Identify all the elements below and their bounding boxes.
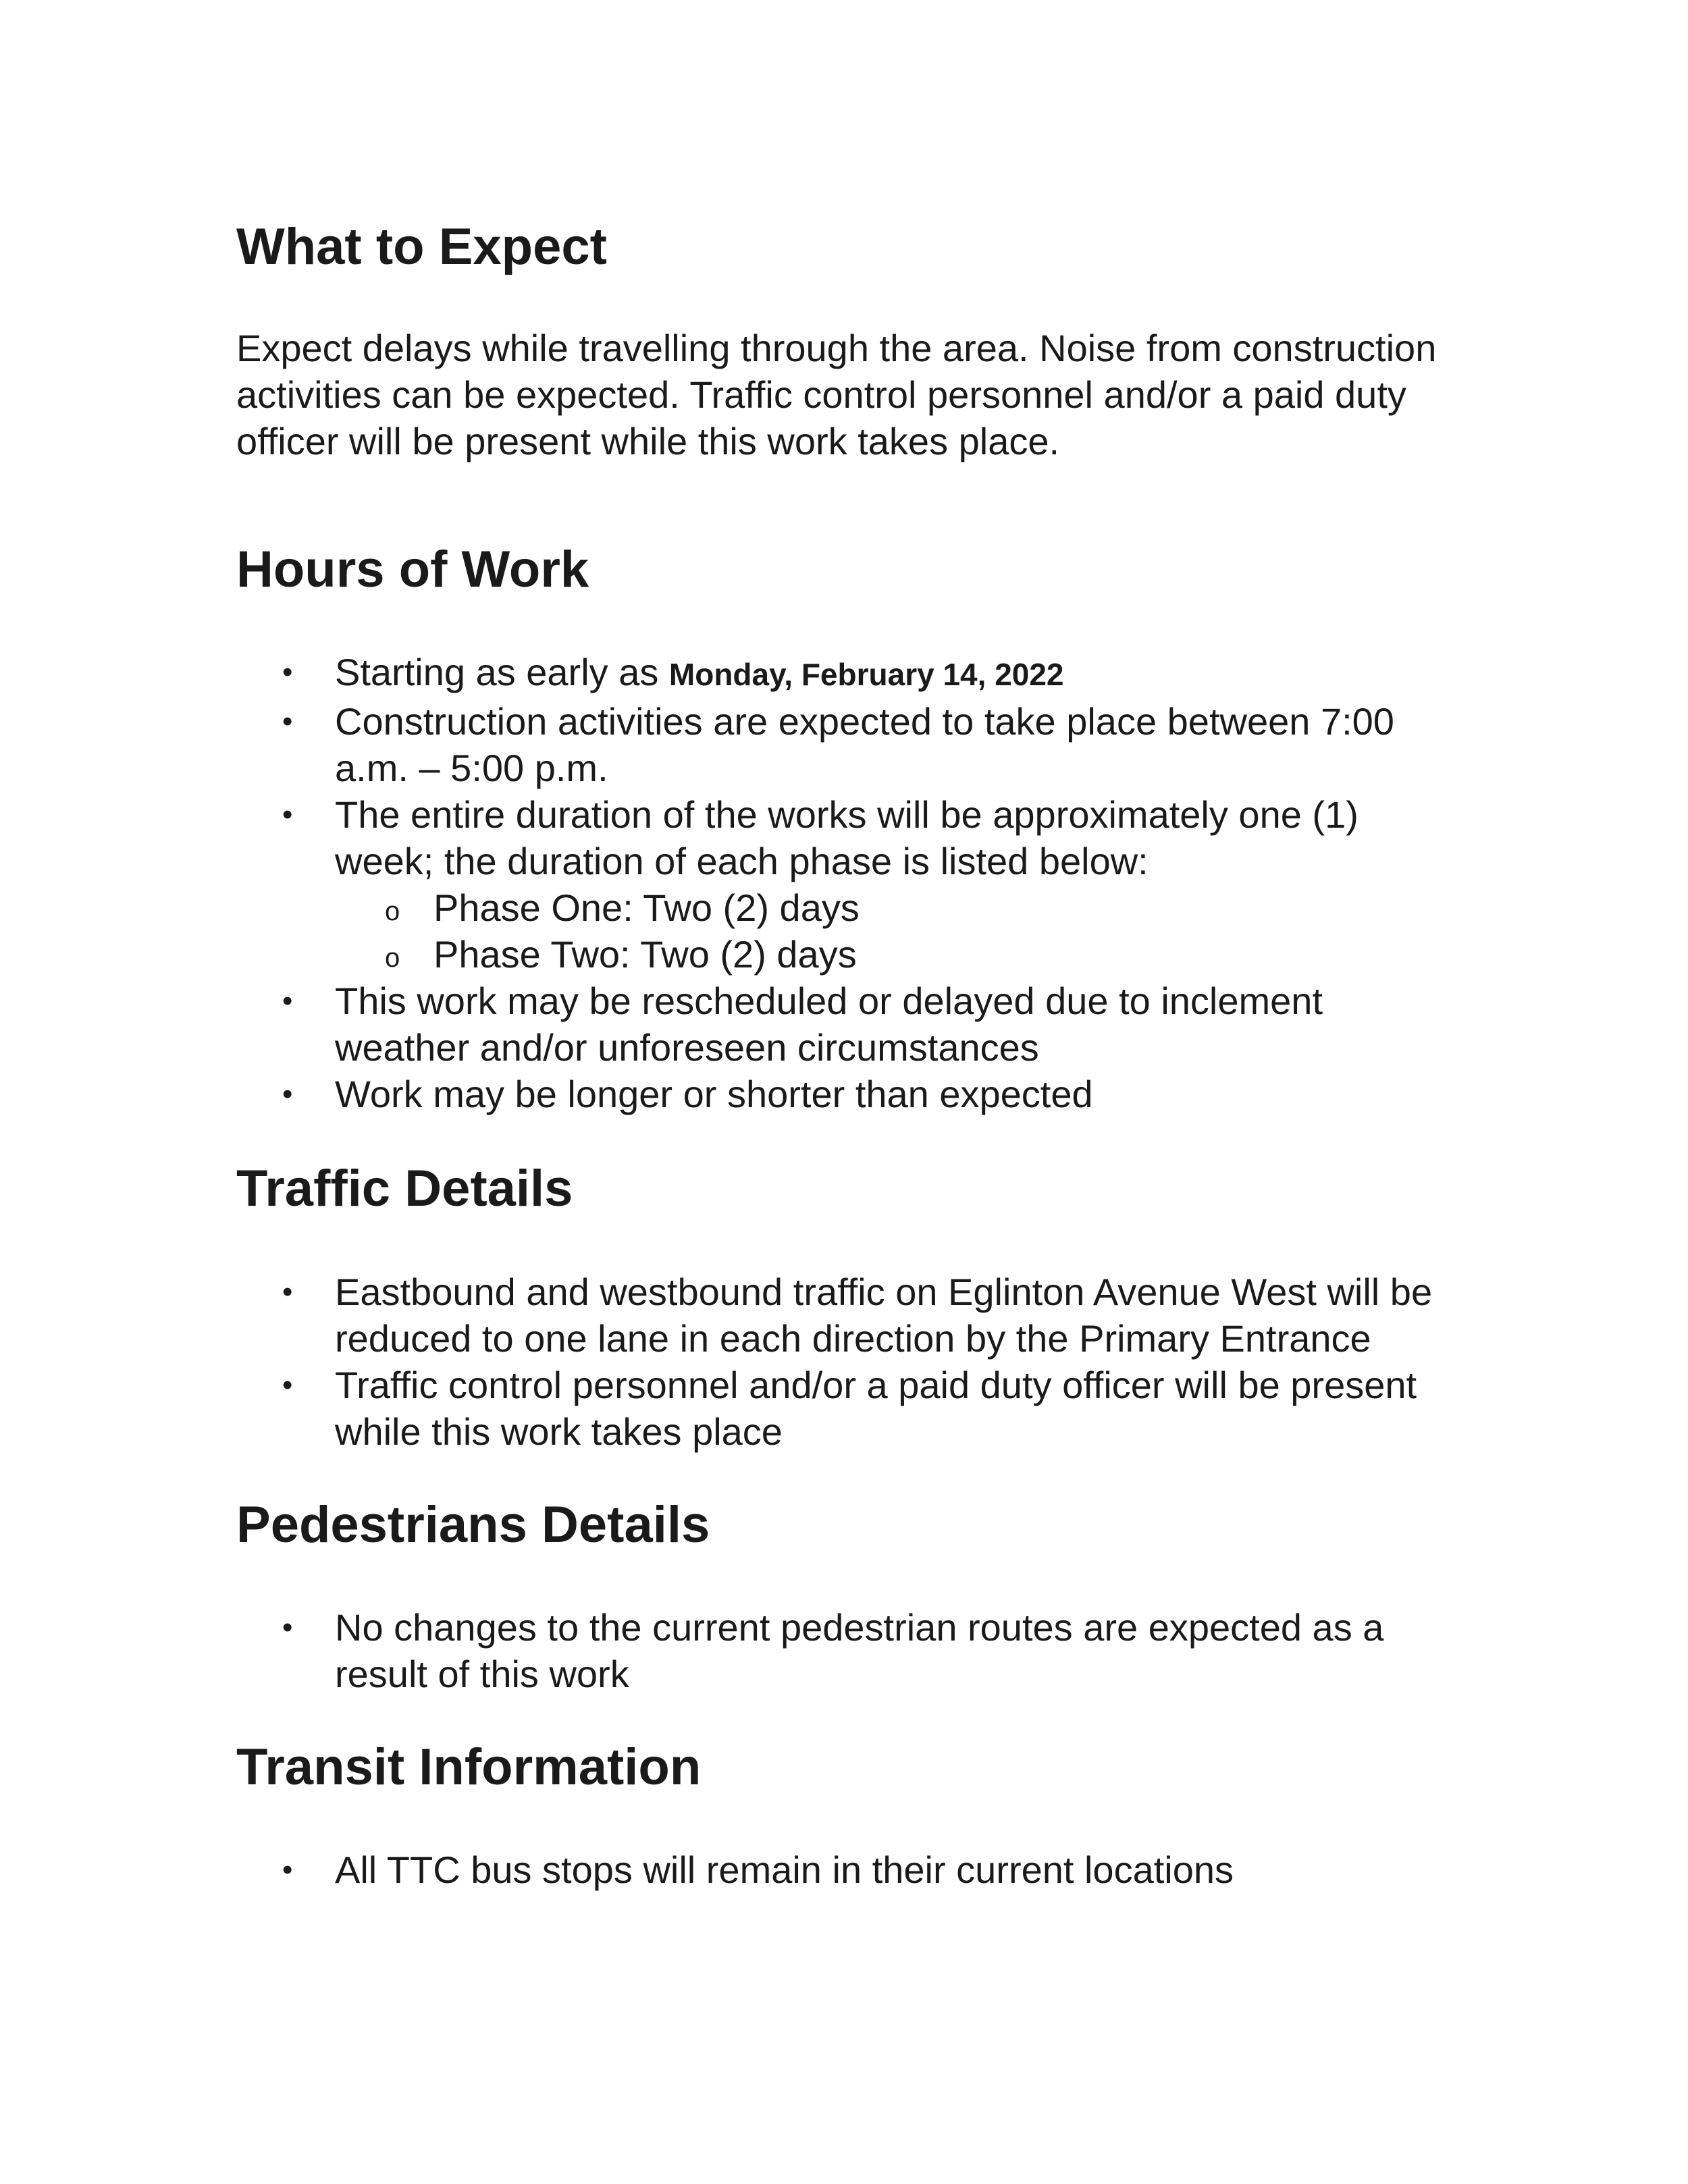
phase-list — [335, 884, 1465, 978]
time-window-text: Construction activities are expected to take place between 7:00 a.m. – 5:00 p.m. — [335, 700, 1394, 790]
traffic-item-text: Traffic control personnel and/or a paid duty officer will be present while this work takes place — [335, 1363, 1417, 1453]
circle-bullet-icon: o — [385, 897, 400, 927]
transit-information-list — [236, 1846, 1465, 1893]
phase-item — [335, 931, 1465, 978]
list-item-length — [236, 1071, 1465, 1117]
bullet-icon: • — [282, 1853, 293, 1886]
start-date: Monday, February 14, 2022 — [668, 657, 1064, 693]
traffic-details-heading: Traffic Details — [236, 1160, 573, 1218]
phase-one-text: Phase One: Two (2) days — [433, 886, 860, 930]
length-text: Work may be longer or shorter than expected — [335, 1073, 1093, 1116]
list-item-start-date — [236, 649, 1465, 698]
list-item-weather — [236, 978, 1465, 1071]
start-date-prefix: Starting as early as — [335, 651, 669, 694]
hours-of-work-list — [236, 649, 1465, 1117]
list-item-duration — [236, 791, 1465, 978]
document-page — [236, 203, 1465, 1893]
hours-of-work-heading: Hours of Work — [236, 541, 589, 599]
list-item-time-window — [236, 698, 1465, 791]
list-item — [236, 1269, 1465, 1362]
pedestrian-item-text: No changes to the current pedestrian routes are expected as a result of this work — [335, 1605, 1384, 1695]
list-item — [236, 1846, 1465, 1893]
bullet-icon: • — [282, 1610, 293, 1644]
duration-text: The entire duration of the works will be approximately one (1) week; the duration of each phase is listed below: — [335, 793, 1359, 883]
transit-item-text: All TTC bus stops will remain in their current locations — [335, 1848, 1234, 1891]
pedestrians-details-heading: Pedestrians Details — [236, 1495, 710, 1553]
circle-bullet-icon: o — [385, 943, 400, 974]
traffic-details-list — [236, 1269, 1465, 1455]
bullet-icon: • — [282, 984, 293, 1018]
traffic-item-text: Eastbound and westbound traffic on Eglinton Avenue West will be reduced to one lane in each direction by the Primary Entrance — [335, 1270, 1433, 1360]
transit-information-heading: Transit Information — [236, 1738, 702, 1796]
phase-two-text: Phase Two: Two (2) days — [433, 933, 857, 976]
bullet-icon: • — [282, 1077, 293, 1111]
weather-text: This work may be rescheduled or delayed due to inclement weather and/or unforeseen circumstances — [335, 980, 1323, 1069]
list-item — [236, 1362, 1465, 1455]
bullet-icon: • — [282, 1368, 293, 1402]
what-to-expect-paragraph: Expect delays while travelling through the area. Noise from construction activities can be expected. Traffic control personnel and/or a paid duty officer will be present while this work takes place. — [236, 327, 1437, 463]
bullet-icon: • — [282, 798, 293, 832]
bullet-icon: • — [282, 1275, 293, 1308]
bullet-icon: • — [282, 705, 293, 739]
what-to-expect-heading: What to Expect — [236, 218, 607, 275]
bullet-icon: • — [282, 656, 293, 689]
list-item — [236, 1604, 1465, 1697]
pedestrians-details-list — [236, 1604, 1465, 1697]
phase-item — [335, 884, 1465, 931]
